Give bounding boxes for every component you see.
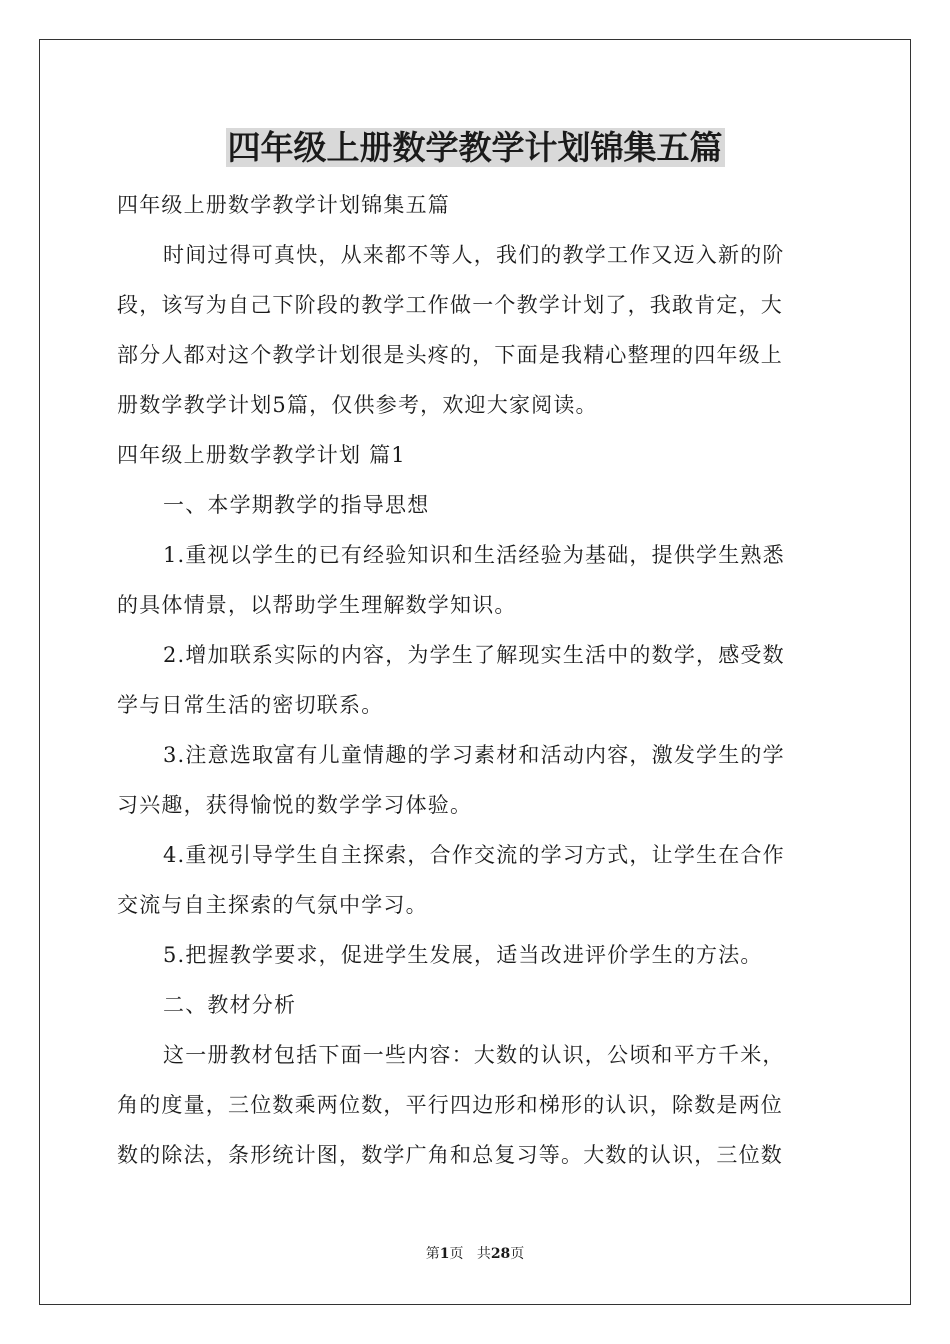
text-line: 段，该写为自己下阶段的教学工作做一个教学计划了，我敢肯定，大 (117, 293, 783, 317)
footer-total-prefix: 共 (476, 1246, 491, 1262)
text-line: 数的除法，条形统计图，数学广角和总复习等。大数的认识，三位数 (117, 1143, 783, 1167)
text-line: 册数学教学计划5篇，仅供参考，欢迎大家阅读。 (117, 393, 598, 417)
page-footer (0, 1244, 950, 1264)
footer-prefix: 第 (425, 1246, 440, 1262)
text-line: 学与日常生活的密切联系。 (117, 693, 384, 717)
text-line: 1.重视以学生的已有经验知识和生活经验为基础，提供学生熟悉 (163, 543, 785, 567)
document-body (117, 180, 833, 1180)
text-line: 交流与自主探索的气氛中学习。 (117, 893, 428, 917)
text-line: 4.重视引导学生自主探索，合作交流的学习方式，让学生在合作 (163, 843, 785, 867)
text-line: 角的度量，三位数乘两位数，平行四边形和梯形的认识，除数是两位 (117, 1093, 783, 1117)
text-line: 部分人都对这个教学计划很是头疼的，下面是我精心整理的四年级上 (117, 343, 783, 367)
text-line: 一、本学期教学的指导思想 (163, 493, 430, 517)
document-title (0, 126, 950, 170)
text-line: 四年级上册数学教学计划 篇1 (117, 443, 406, 467)
footer-total-pages: 28 (490, 1246, 511, 1262)
text-line: 的具体情景，以帮助学生理解数学知识。 (117, 593, 517, 617)
footer-total-suffix: 页 (510, 1246, 525, 1262)
footer-page-number: 1 (439, 1246, 450, 1262)
text-line: 这一册教材包括下面一些内容：大数的认识，公顷和平方千米， (163, 1043, 785, 1067)
text-line: 四年级上册数学教学计划锦集五篇 (117, 193, 450, 217)
text-line: 习兴趣，获得愉悦的数学学习体验。 (117, 793, 473, 817)
text-line: 时间过得可真快，从来都不等人，我们的教学工作又迈入新的阶 (163, 243, 785, 267)
text-line: 2.增加联系实际的内容，为学生了解现实生活中的数学，感受数 (163, 643, 785, 667)
text-line: 3.注意选取富有儿童情趣的学习素材和活动内容，激发学生的学 (163, 743, 785, 767)
document-title-text: 四年级上册数学教学计划锦集五篇 (227, 128, 723, 167)
footer-page-suffix: 页 (449, 1246, 464, 1262)
text-line: 二、教材分析 (163, 993, 297, 1017)
text-line: 5.把握教学要求，促进学生发展，适当改进评价学生的方法。 (163, 943, 763, 967)
